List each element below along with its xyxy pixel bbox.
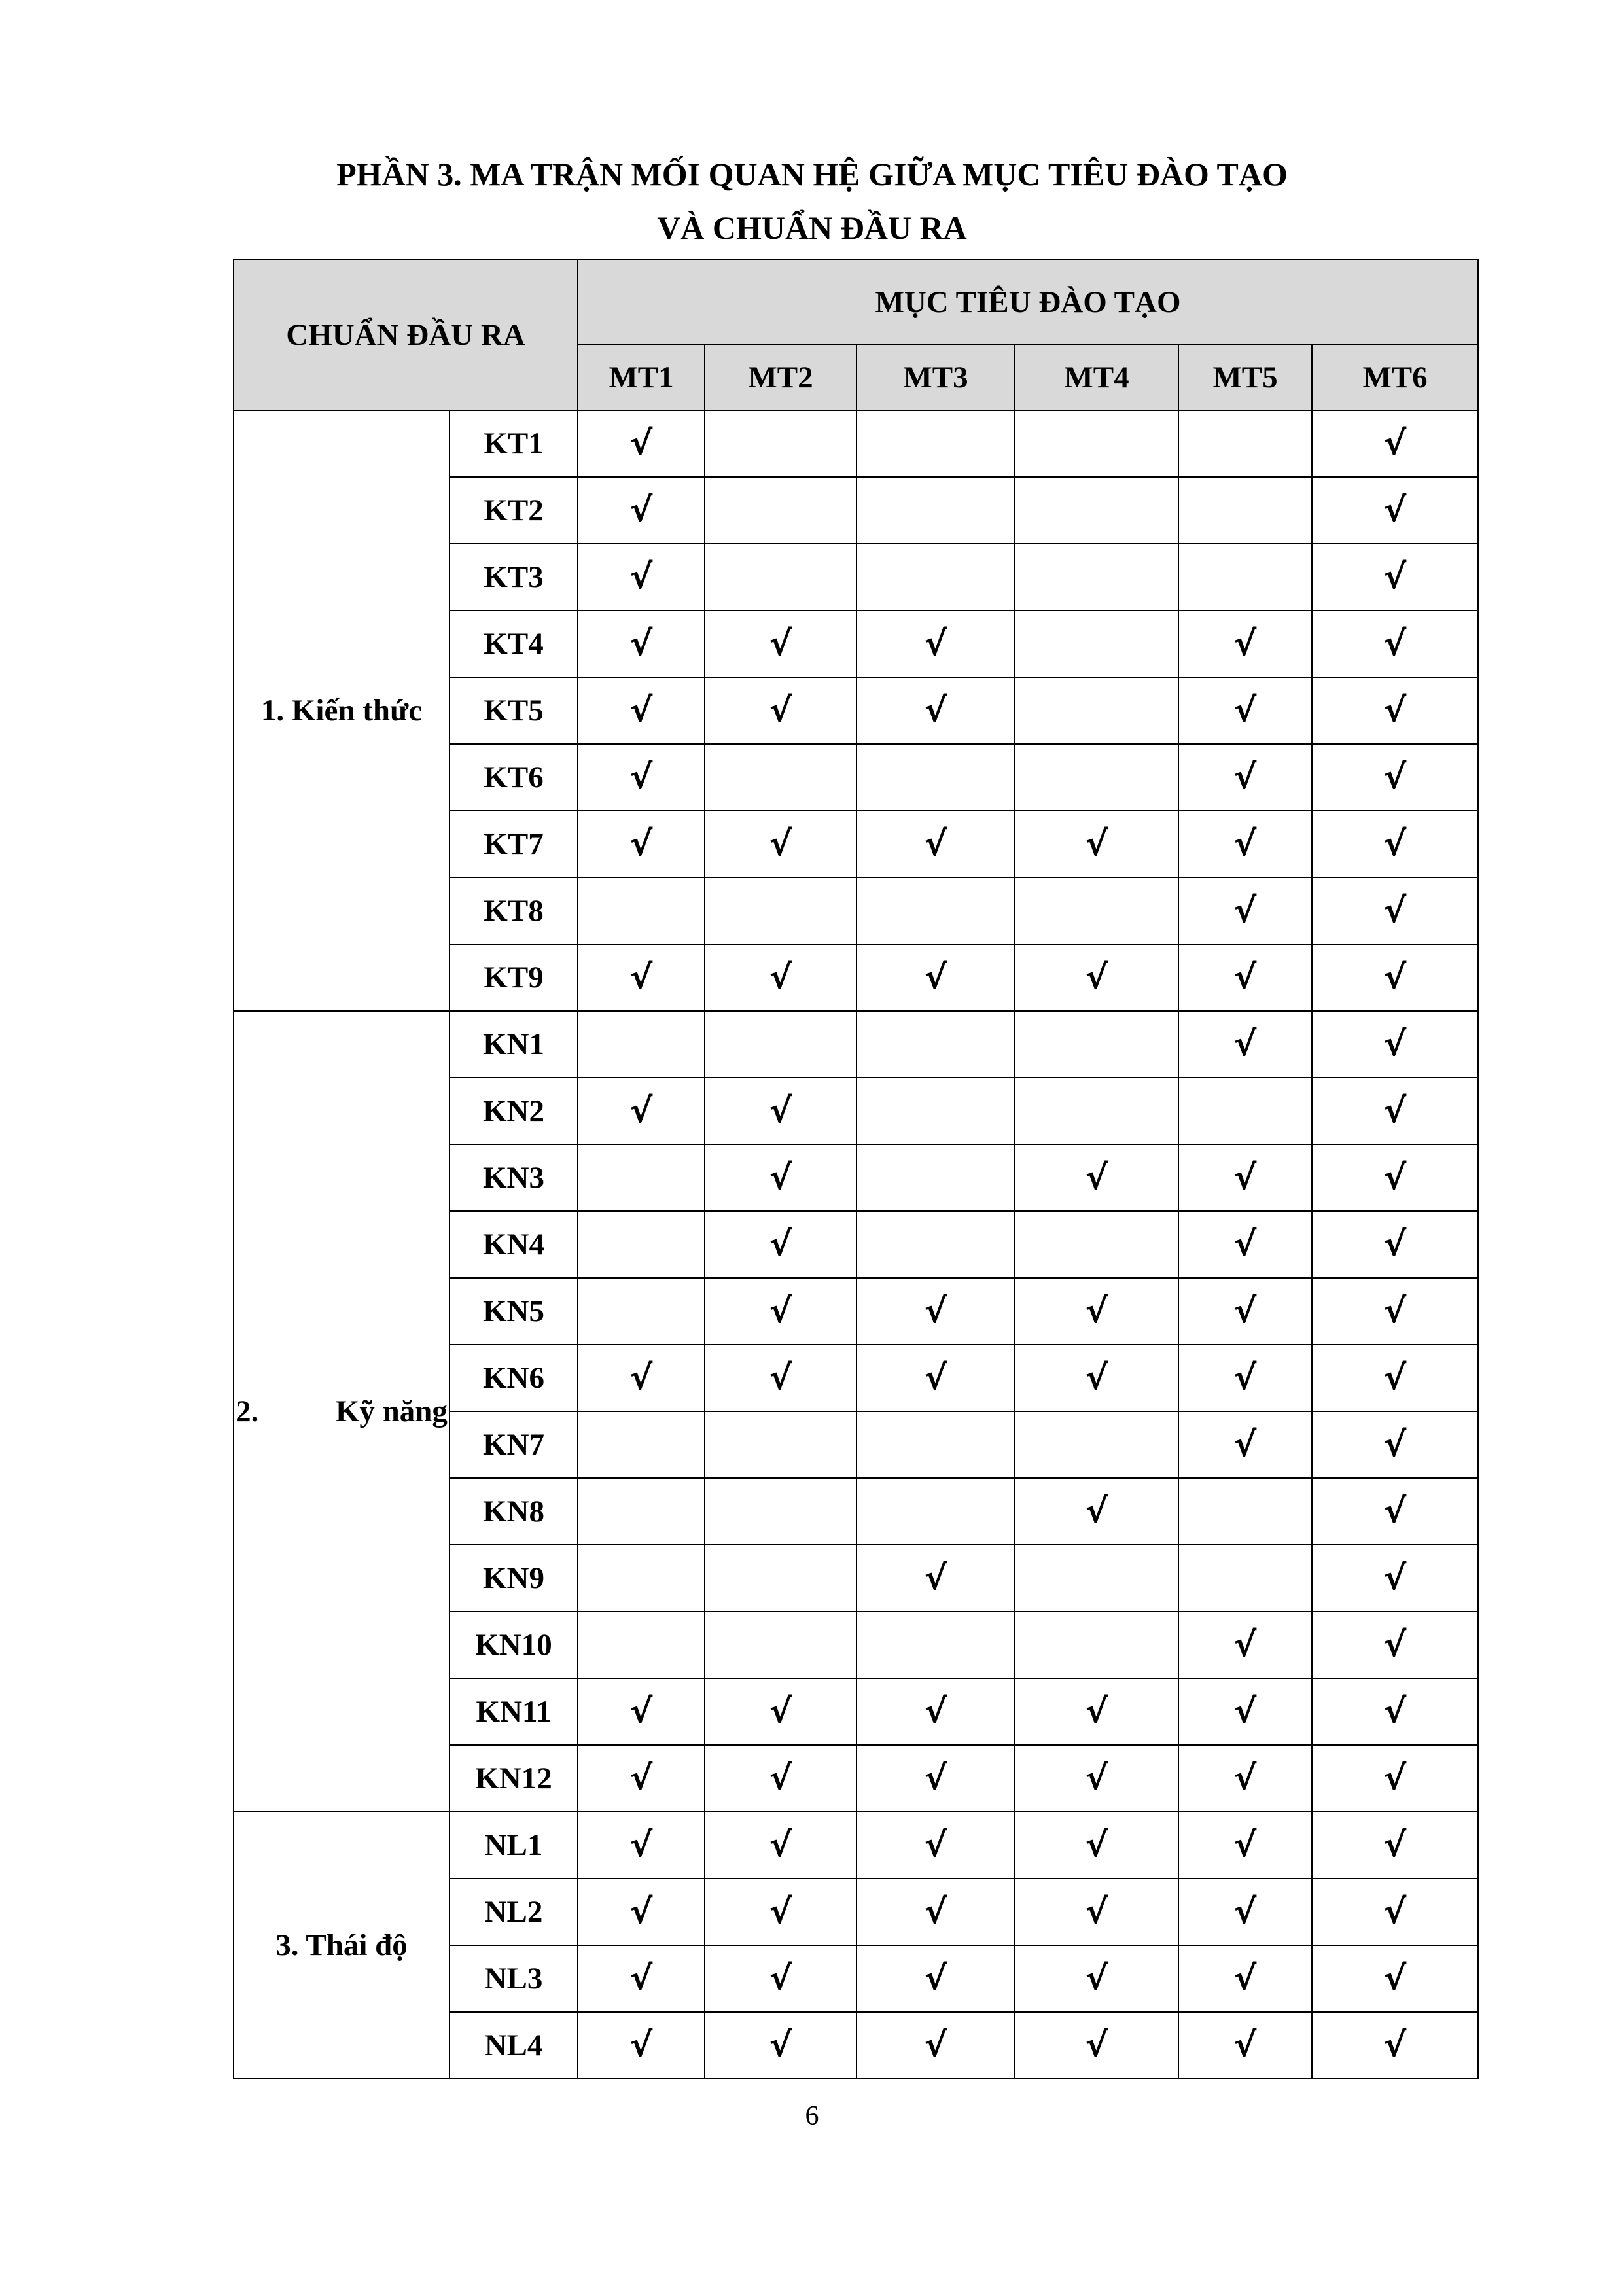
check-mark: √ xyxy=(629,824,653,864)
check-mark: √ xyxy=(1383,424,1407,463)
check-mark: √ xyxy=(629,1692,653,1731)
check-mark: √ xyxy=(1383,1892,1407,1932)
matrix-cell xyxy=(1178,1011,1312,1078)
matrix-cell xyxy=(578,1011,705,1078)
matrix-cell xyxy=(1178,1478,1312,1545)
outcome-code: KN4 xyxy=(450,1211,578,1278)
check-mark: √ xyxy=(924,1692,947,1731)
matrix-cell xyxy=(578,944,705,1011)
matrix-cell xyxy=(1015,1411,1178,1478)
matrix-cell xyxy=(1015,1812,1178,1879)
check-mark: √ xyxy=(629,424,653,463)
check-mark: √ xyxy=(769,1158,792,1197)
matrix-cell xyxy=(1178,677,1312,744)
matrix-cell xyxy=(705,1612,856,1678)
matrix-cell xyxy=(1015,944,1178,1011)
check-mark: √ xyxy=(629,1892,653,1932)
page-title-line1: PHẦN 3. MA TRẬN MỐI QUAN HỆ GIỮA MỤC TIÊU ĐÀO TẠO xyxy=(336,156,1288,192)
check-mark: √ xyxy=(1233,891,1257,930)
outcome-code: KT4 xyxy=(450,610,578,677)
matrix-cell xyxy=(1178,1879,1312,1945)
matrix-cell xyxy=(578,1478,705,1545)
matrix-cell xyxy=(1178,410,1312,477)
outcome-code: KT9 xyxy=(450,944,578,1011)
check-mark: √ xyxy=(1383,1959,1407,1998)
matrix-cell xyxy=(1312,544,1478,610)
outcome-code: KT3 xyxy=(450,544,578,610)
matrix-cell xyxy=(1312,877,1478,944)
matrix-cell xyxy=(1015,1011,1178,1078)
matrix-cell xyxy=(705,1745,856,1812)
matrix-cell xyxy=(705,877,856,944)
matrix-cell xyxy=(1312,811,1478,877)
matrix-cell xyxy=(856,1211,1015,1278)
check-mark: √ xyxy=(1233,1158,1257,1197)
matrix-cell xyxy=(578,2012,705,2079)
matrix-cell xyxy=(1312,1812,1478,1879)
matrix-cell xyxy=(1312,1078,1478,1144)
check-mark: √ xyxy=(1383,1091,1407,1131)
matrix-cell xyxy=(705,1678,856,1745)
check-mark: √ xyxy=(1233,1692,1257,1731)
matrix-cell xyxy=(578,1812,705,1879)
check-mark: √ xyxy=(629,2026,653,2065)
check-mark: √ xyxy=(769,624,792,663)
outcome-code: KT8 xyxy=(450,877,578,944)
matrix-cell xyxy=(705,610,856,677)
matrix-cell xyxy=(856,610,1015,677)
outcome-code: KN6 xyxy=(450,1345,578,1411)
matrix-cell xyxy=(1312,1411,1478,1478)
group-label: 1. Kiến thức xyxy=(234,410,450,1011)
check-mark: √ xyxy=(1085,824,1108,864)
check-mark: √ xyxy=(1233,1625,1257,1665)
matrix-cell xyxy=(705,1812,856,1879)
matrix-body xyxy=(234,410,1478,2079)
matrix-cell xyxy=(1312,1879,1478,1945)
matrix-cell xyxy=(856,1345,1015,1411)
check-mark: √ xyxy=(1233,1025,1257,1064)
outcome-code: KN5 xyxy=(450,1278,578,1345)
outcome-code: KN2 xyxy=(450,1078,578,1144)
check-mark: √ xyxy=(1233,1959,1257,1998)
check-mark: √ xyxy=(1085,1892,1108,1932)
check-mark: √ xyxy=(1085,1959,1108,1998)
matrix-cell xyxy=(856,811,1015,877)
matrix-cell xyxy=(1178,1745,1312,1812)
check-mark: √ xyxy=(1383,2026,1407,2065)
check-mark: √ xyxy=(769,958,792,997)
outcome-code: KT2 xyxy=(450,477,578,544)
check-mark: √ xyxy=(1383,1692,1407,1731)
matrix-cell xyxy=(705,410,856,477)
matrix-cell xyxy=(578,1278,705,1345)
matrix-cell xyxy=(1312,1545,1478,1612)
matrix-cell xyxy=(1178,1411,1312,1478)
check-mark: √ xyxy=(1383,1559,1407,1598)
check-mark: √ xyxy=(1085,958,1108,997)
outcome-code: KN9 xyxy=(450,1545,578,1612)
check-mark: √ xyxy=(924,958,947,997)
page-number: 6 xyxy=(805,2101,819,2131)
matrix-cell xyxy=(1178,610,1312,677)
check-mark: √ xyxy=(1233,624,1257,663)
outcome-code: KN7 xyxy=(450,1411,578,1478)
matrix-cell xyxy=(578,1411,705,1478)
matrix-cell xyxy=(705,744,856,811)
matrix-cell xyxy=(1015,610,1178,677)
check-mark: √ xyxy=(924,1826,947,1865)
matrix-cell xyxy=(856,2012,1015,2079)
matrix-cell xyxy=(705,1278,856,1345)
check-mark: √ xyxy=(1383,1025,1407,1064)
matrix-cell xyxy=(578,1745,705,1812)
matrix-cell xyxy=(856,877,1015,944)
check-mark: √ xyxy=(769,1091,792,1131)
outcome-code: NL4 xyxy=(450,2012,578,2079)
matrix-cell xyxy=(856,1411,1015,1478)
column-header-mt6: MT6 xyxy=(1312,344,1478,410)
outcome-code: KT1 xyxy=(450,410,578,477)
check-mark: √ xyxy=(1233,1759,1257,1798)
check-mark: √ xyxy=(629,1759,653,1798)
matrix-cell xyxy=(1178,1345,1312,1411)
check-mark: √ xyxy=(629,758,653,797)
matrix-cell xyxy=(578,544,705,610)
matrix-cell xyxy=(705,1144,856,1211)
check-mark: √ xyxy=(1233,758,1257,797)
check-mark: √ xyxy=(1085,1292,1108,1331)
check-mark: √ xyxy=(1383,1826,1407,1865)
matrix-cell xyxy=(1015,1945,1178,2012)
matrix-cell xyxy=(1312,1678,1478,1745)
check-mark: √ xyxy=(1233,691,1257,730)
matrix-cell xyxy=(1312,477,1478,544)
objectives-outcomes-matrix xyxy=(233,259,1479,2079)
matrix-cell xyxy=(578,811,705,877)
matrix-cell xyxy=(578,1345,705,1411)
check-mark: √ xyxy=(1233,1225,1257,1264)
matrix-cell xyxy=(578,877,705,944)
check-mark: √ xyxy=(629,958,653,997)
matrix-cell xyxy=(1015,1545,1178,1612)
matrix-cell xyxy=(1015,544,1178,610)
header-objectives: MỤC TIÊU ĐÀO TẠO xyxy=(578,260,1478,344)
matrix-cell xyxy=(705,1545,856,1612)
check-mark: √ xyxy=(769,1292,792,1331)
matrix-cell xyxy=(856,1945,1015,2012)
matrix-cell xyxy=(578,744,705,811)
outcome-code: KN10 xyxy=(450,1612,578,1678)
check-mark: √ xyxy=(629,624,653,663)
check-mark: √ xyxy=(629,1358,653,1398)
check-mark: √ xyxy=(1085,2026,1108,2065)
matrix-cell xyxy=(1015,1678,1178,1745)
matrix-cell xyxy=(1312,1011,1478,1078)
matrix-cell xyxy=(856,410,1015,477)
matrix-cell xyxy=(705,1478,856,1545)
check-mark: √ xyxy=(1383,1492,1407,1531)
matrix-cell xyxy=(1015,1478,1178,1545)
matrix-cell xyxy=(705,1345,856,1411)
check-mark: √ xyxy=(924,691,947,730)
column-header-mt3: MT3 xyxy=(856,344,1015,410)
check-mark: √ xyxy=(1383,1759,1407,1798)
group-label: 2. Kỹ năng xyxy=(234,1011,450,1812)
check-mark: √ xyxy=(1383,824,1407,864)
matrix-cell xyxy=(1312,1345,1478,1411)
check-mark: √ xyxy=(924,624,947,663)
check-mark: √ xyxy=(924,1559,947,1598)
matrix-cell xyxy=(856,744,1015,811)
check-mark: √ xyxy=(629,1826,653,1865)
check-mark: √ xyxy=(1233,824,1257,864)
matrix-cell xyxy=(856,1278,1015,1345)
matrix-cell xyxy=(1178,877,1312,944)
matrix-cell xyxy=(1015,677,1178,744)
check-mark: √ xyxy=(1383,691,1407,730)
outcome-code: KN3 xyxy=(450,1144,578,1211)
check-mark: √ xyxy=(1085,1692,1108,1731)
matrix-cell xyxy=(1312,1945,1478,2012)
check-mark: √ xyxy=(769,1959,792,1998)
column-header-mt2: MT2 xyxy=(705,344,856,410)
matrix-cell xyxy=(1015,877,1178,944)
matrix-cell xyxy=(1015,1345,1178,1411)
matrix-cell xyxy=(578,610,705,677)
matrix-cell xyxy=(1178,1612,1312,1678)
check-mark: √ xyxy=(924,2026,947,2065)
matrix-cell xyxy=(856,1745,1015,1812)
check-mark: √ xyxy=(1383,891,1407,930)
matrix-cell xyxy=(1015,1078,1178,1144)
matrix-cell xyxy=(705,811,856,877)
matrix-cell xyxy=(856,477,1015,544)
matrix-cell xyxy=(705,1879,856,1945)
check-mark: √ xyxy=(629,491,653,530)
check-mark: √ xyxy=(629,557,653,597)
check-mark: √ xyxy=(924,824,947,864)
header-outcomes: CHUẨN ĐẦU RA xyxy=(234,260,578,410)
page-title-line2: VÀ CHUẨN ĐẦU RA xyxy=(657,209,967,246)
outcome-code: KN1 xyxy=(450,1011,578,1078)
outcome-code: NL2 xyxy=(450,1879,578,1945)
matrix-cell xyxy=(1015,1144,1178,1211)
check-mark: √ xyxy=(769,824,792,864)
matrix-cell xyxy=(705,1211,856,1278)
matrix-cell xyxy=(1178,1945,1312,2012)
check-mark: √ xyxy=(1085,1492,1108,1531)
matrix-cell xyxy=(705,2012,856,2079)
column-header-mt5: MT5 xyxy=(1178,344,1312,410)
matrix-cell xyxy=(578,1211,705,1278)
matrix-cell xyxy=(1178,1545,1312,1612)
check-mark: √ xyxy=(769,691,792,730)
check-mark: √ xyxy=(769,1692,792,1731)
matrix-cell xyxy=(1312,1144,1478,1211)
check-mark: √ xyxy=(1383,1292,1407,1331)
matrix-cell xyxy=(1178,1278,1312,1345)
outcome-code: NL1 xyxy=(450,1812,578,1879)
matrix-cell xyxy=(578,1678,705,1745)
matrix-cell xyxy=(1015,811,1178,877)
check-mark: √ xyxy=(924,1959,947,1998)
matrix-cell xyxy=(856,1678,1015,1745)
matrix-cell xyxy=(1312,2012,1478,2079)
matrix-cell xyxy=(578,410,705,477)
check-mark: √ xyxy=(924,1358,947,1398)
matrix-cell xyxy=(578,1545,705,1612)
outcome-code: KT6 xyxy=(450,744,578,811)
check-mark: √ xyxy=(769,1759,792,1798)
matrix-cell xyxy=(1015,744,1178,811)
check-mark: √ xyxy=(1233,958,1257,997)
matrix-cell xyxy=(856,1879,1015,1945)
matrix-cell xyxy=(705,1945,856,2012)
group-label: 3. Thái độ xyxy=(234,1812,450,2079)
table-row xyxy=(234,1011,1478,1078)
matrix-cell xyxy=(705,677,856,744)
check-mark: √ xyxy=(924,1292,947,1331)
matrix-cell xyxy=(856,1478,1015,1545)
matrix-cell xyxy=(856,677,1015,744)
check-mark: √ xyxy=(629,691,653,730)
matrix-cell xyxy=(705,944,856,1011)
check-mark: √ xyxy=(1233,1358,1257,1398)
matrix-cell xyxy=(1312,1211,1478,1278)
matrix-cell xyxy=(1178,1078,1312,1144)
check-mark: √ xyxy=(1383,624,1407,663)
matrix-cell xyxy=(1015,477,1178,544)
matrix-cell xyxy=(705,1078,856,1144)
matrix-cell xyxy=(1178,1144,1312,1211)
matrix-cell xyxy=(856,1011,1015,1078)
matrix-cell xyxy=(578,1945,705,2012)
check-mark: √ xyxy=(1233,1292,1257,1331)
matrix-cell xyxy=(1312,1612,1478,1678)
check-mark: √ xyxy=(1383,758,1407,797)
check-mark: √ xyxy=(1383,557,1407,597)
matrix-cell xyxy=(1015,1211,1178,1278)
matrix-cell xyxy=(1178,2012,1312,2079)
matrix-cell xyxy=(1015,1745,1178,1812)
table-row xyxy=(234,1812,1478,1879)
matrix-cell xyxy=(1178,1812,1312,1879)
matrix-cell xyxy=(1178,477,1312,544)
check-mark: √ xyxy=(1085,1158,1108,1197)
check-mark: √ xyxy=(1233,2026,1257,2065)
matrix-cell xyxy=(705,1011,856,1078)
outcome-code: KN12 xyxy=(450,1745,578,1812)
check-mark: √ xyxy=(1383,491,1407,530)
matrix-cell xyxy=(1312,944,1478,1011)
matrix-cell xyxy=(705,477,856,544)
matrix-cell xyxy=(856,1144,1015,1211)
column-header-mt4: MT4 xyxy=(1015,344,1178,410)
matrix-cell xyxy=(578,477,705,544)
check-mark: √ xyxy=(1085,1826,1108,1865)
matrix-cell xyxy=(1015,2012,1178,2079)
check-mark: √ xyxy=(1233,1826,1257,1865)
matrix-cell xyxy=(1312,1478,1478,1545)
matrix-cell xyxy=(1312,744,1478,811)
matrix-cell xyxy=(578,1144,705,1211)
check-mark: √ xyxy=(1085,1759,1108,1798)
check-mark: √ xyxy=(769,1225,792,1264)
matrix-cell xyxy=(1178,811,1312,877)
column-header-mt1: MT1 xyxy=(578,344,705,410)
matrix-cell xyxy=(1312,410,1478,477)
matrix-cell xyxy=(856,1612,1015,1678)
matrix-cell xyxy=(1312,1278,1478,1345)
check-mark: √ xyxy=(769,1892,792,1932)
outcome-code: KT5 xyxy=(450,677,578,744)
outcome-code: KT7 xyxy=(450,811,578,877)
check-mark: √ xyxy=(1233,1425,1257,1464)
matrix-cell xyxy=(1178,944,1312,1011)
check-mark: √ xyxy=(629,1091,653,1131)
check-mark: √ xyxy=(769,1826,792,1865)
matrix-cell xyxy=(856,1812,1015,1879)
matrix-cell xyxy=(856,544,1015,610)
matrix-cell xyxy=(1015,1612,1178,1678)
matrix-cell xyxy=(856,944,1015,1011)
outcome-code: KN8 xyxy=(450,1478,578,1545)
check-mark: √ xyxy=(1383,958,1407,997)
check-mark: √ xyxy=(924,1892,947,1932)
matrix-cell xyxy=(1015,1278,1178,1345)
check-mark: √ xyxy=(1383,1425,1407,1464)
matrix-cell xyxy=(705,1411,856,1478)
matrix-cell xyxy=(856,1545,1015,1612)
check-mark: √ xyxy=(769,2026,792,2065)
matrix-cell xyxy=(1178,1211,1312,1278)
check-mark: √ xyxy=(1233,1892,1257,1932)
table-row xyxy=(234,410,1478,477)
matrix-cell xyxy=(578,1078,705,1144)
outcome-code: NL3 xyxy=(450,1945,578,2012)
matrix-cell xyxy=(856,1078,1015,1144)
matrix-cell xyxy=(578,1879,705,1945)
matrix-cell xyxy=(1178,544,1312,610)
check-mark: √ xyxy=(1383,1158,1407,1197)
matrix-cell xyxy=(1178,744,1312,811)
matrix-cell xyxy=(578,1612,705,1678)
matrix-cell xyxy=(1015,1879,1178,1945)
check-mark: √ xyxy=(1085,1358,1108,1398)
outcome-code: KN11 xyxy=(450,1678,578,1745)
check-mark: √ xyxy=(1383,1358,1407,1398)
matrix-cell xyxy=(1312,1745,1478,1812)
check-mark: √ xyxy=(924,1759,947,1798)
check-mark: √ xyxy=(769,1358,792,1398)
matrix-cell xyxy=(1178,1678,1312,1745)
matrix-cell xyxy=(1312,677,1478,744)
matrix-cell xyxy=(578,677,705,744)
matrix-cell xyxy=(1312,610,1478,677)
check-mark: √ xyxy=(1383,1625,1407,1665)
check-mark: √ xyxy=(1383,1225,1407,1264)
matrix-cell xyxy=(1015,410,1178,477)
check-mark: √ xyxy=(629,1959,653,1998)
matrix-cell xyxy=(705,544,856,610)
